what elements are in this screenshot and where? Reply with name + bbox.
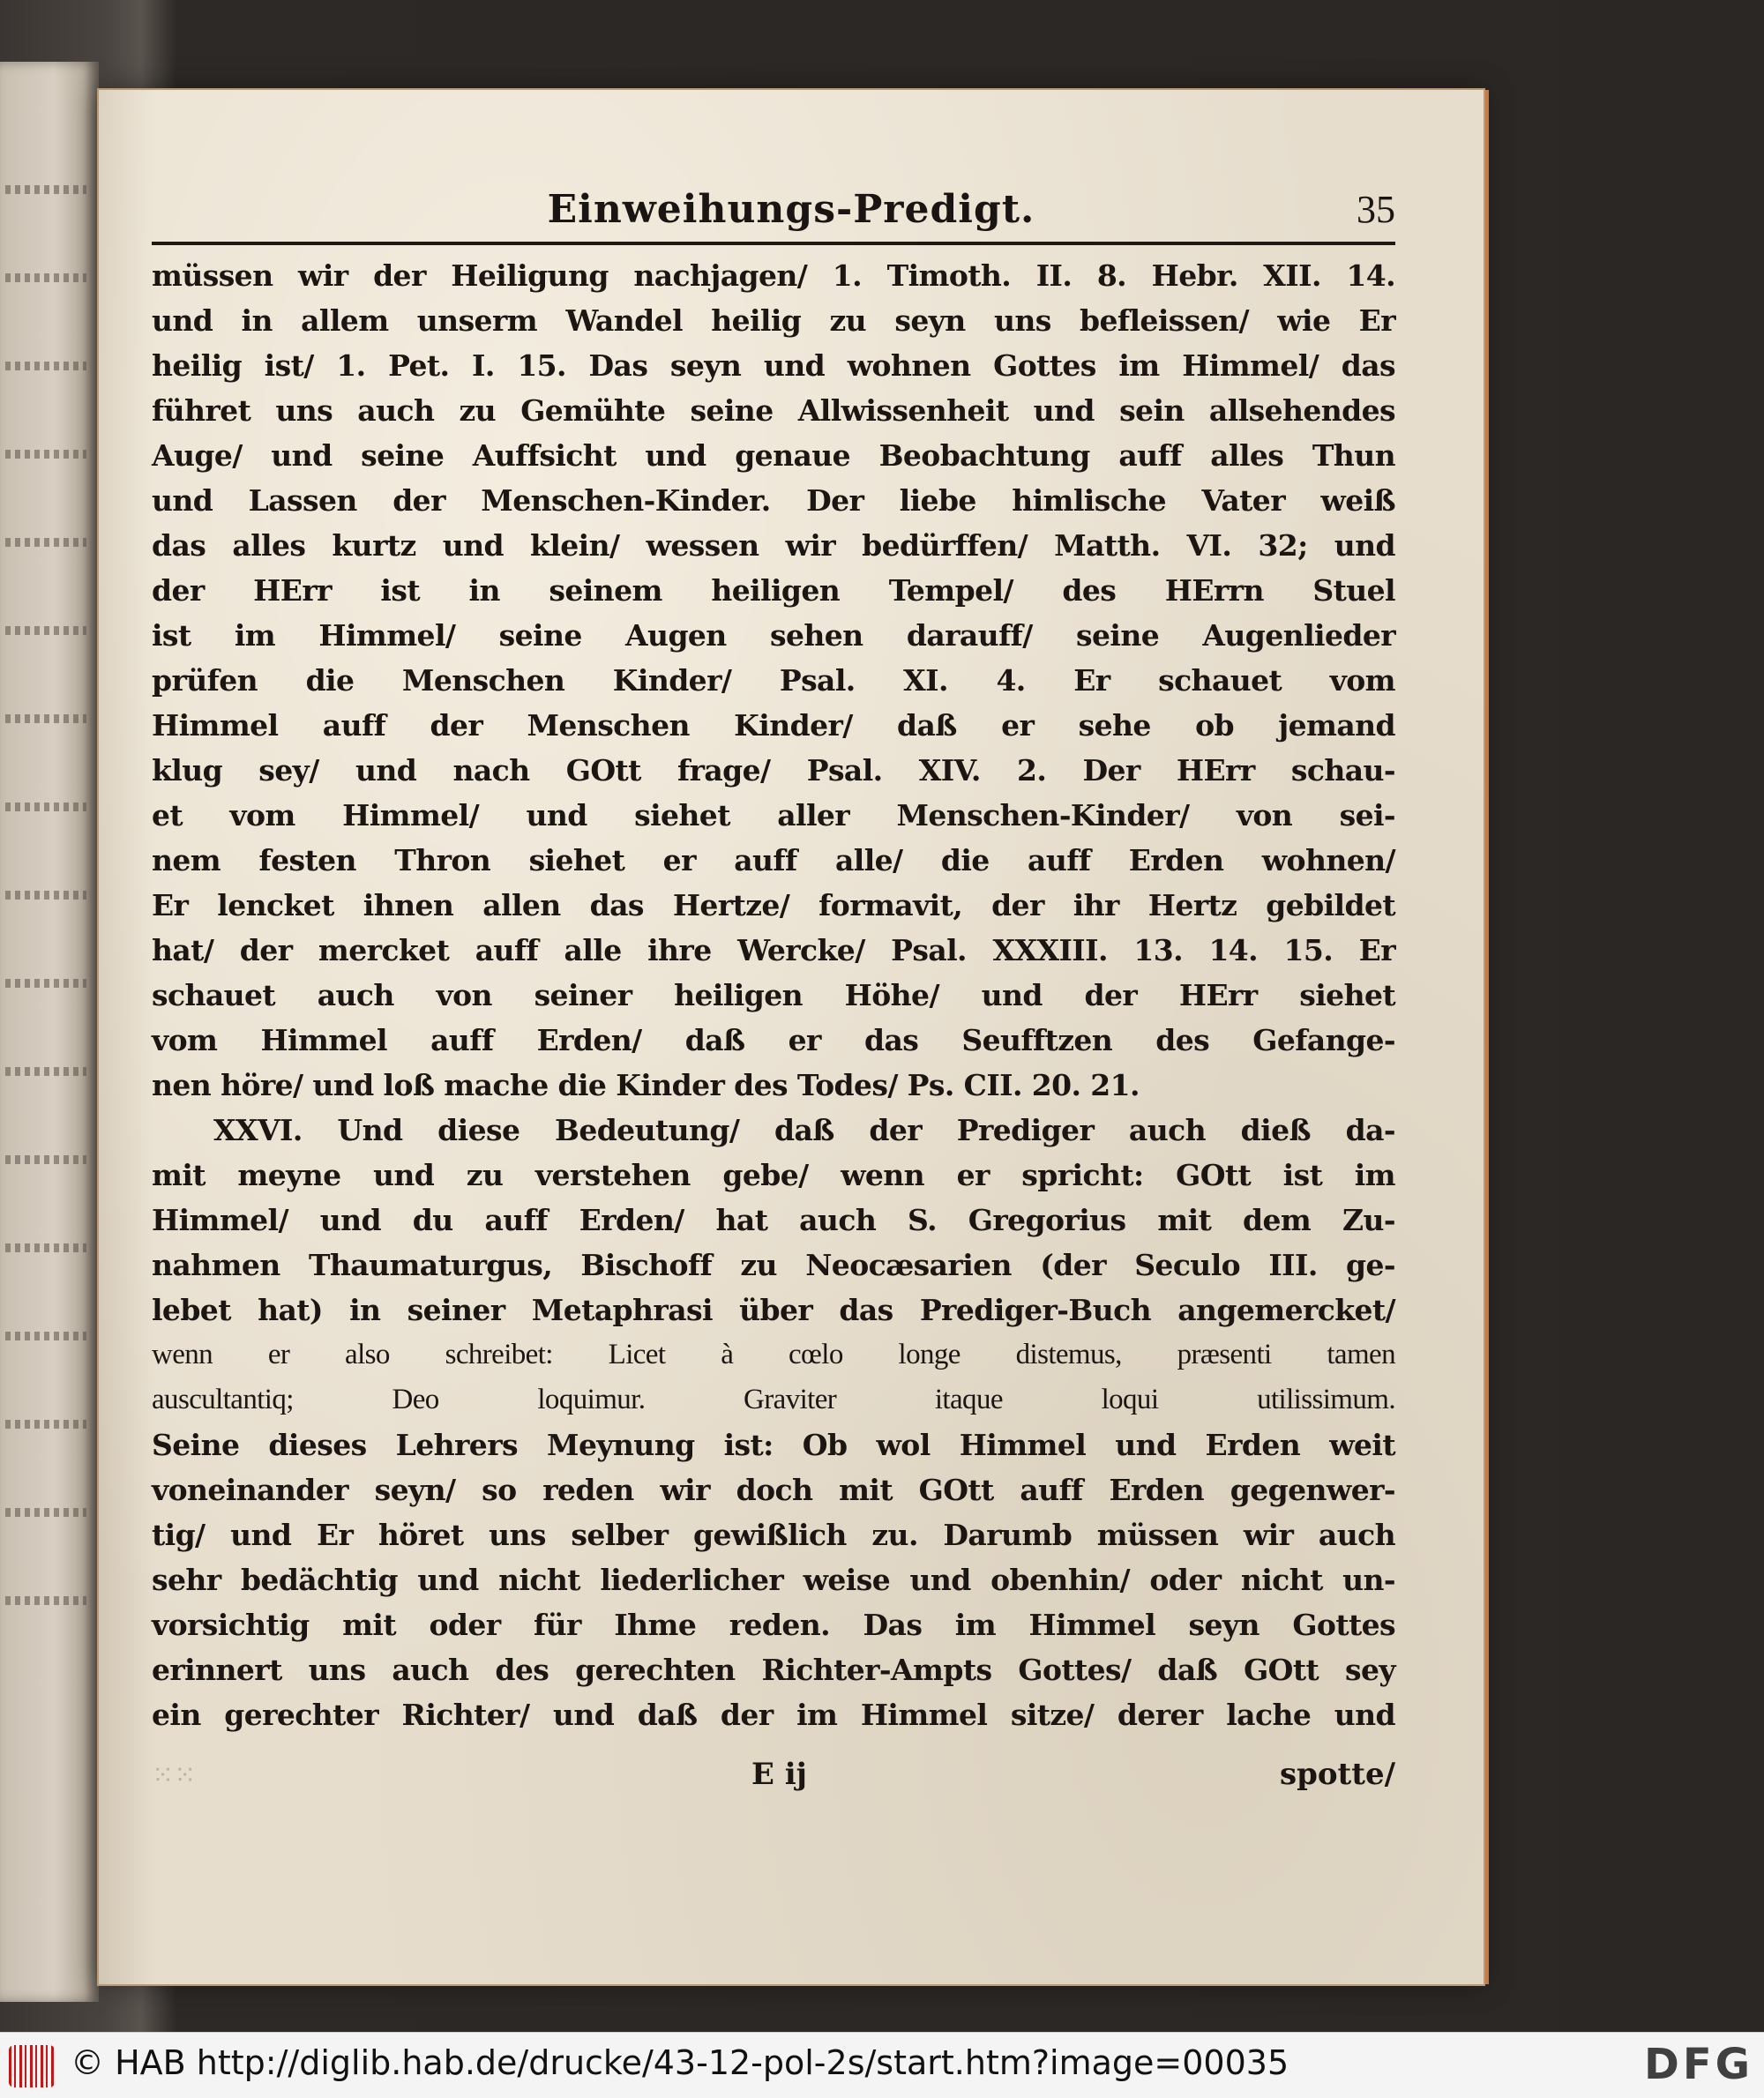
page-footer: [152, 1757, 1395, 1810]
text-line: schauet auch von seiner heiligen Höhe/ und der HErr siehet: [152, 978, 1395, 1012]
facing-page-edge: [0, 62, 99, 2002]
text-line: vom Himmel auff Erden/ daß er das Seufftzen des Gefange-: [152, 1023, 1395, 1057]
catchword: spotte/: [1279, 1757, 1395, 1792]
text-line: erinnert uns auch des gerechten Richter-Ampts Gottes/ daß GOtt sey: [152, 1653, 1395, 1687]
text-line: vorsichtig mit oder für Ihme reden. Das im Himmel seyn Gottes: [152, 1608, 1395, 1642]
text-line: nem festen Thron siehet er auff alle/ die auff Erden wohnen/: [152, 843, 1395, 877]
facing-page-text-trace: [5, 891, 86, 900]
section-start-line: XXVI. Und diese Bedeutung/ daß der Prediger auch dieß da-: [213, 1113, 1395, 1147]
facing-page-text-trace: [5, 1596, 86, 1605]
text-line: ist im Himmel/ seine Augen sehen darauff/ seine Augenlieder: [152, 618, 1395, 653]
facing-page-text-trace: [5, 450, 86, 459]
facing-page-text-trace: [5, 714, 86, 723]
text-line: der HErr ist in seinem heiligen Tempel/ des HErrn Stuel: [152, 573, 1395, 608]
text-line: klug sey/ und nach GOtt frage/ Psal. XIV. 2. Der HErr schau-: [152, 753, 1395, 788]
text-line: führet uns auch zu Gemühte seine Allwissenheit und sein allsehendes: [152, 393, 1395, 428]
signature-mark: E ij: [751, 1757, 807, 1792]
text-line: nahmen Thaumaturgus, Bischoff zu Neocæsarien (der Seculo III. ge-: [152, 1248, 1395, 1282]
facing-page-text-trace: [5, 1420, 86, 1429]
book-page: [99, 90, 1484, 1984]
facing-page-text-trace: [5, 803, 86, 811]
text-line: et vom Himmel/ und siehet aller Menschen-Kinder/ von sei-: [152, 798, 1395, 832]
text-line: Auge/ und seine Auffsicht und genaue Beobachtung auff alles Thun: [152, 438, 1395, 473]
text-line: müssen wir der Heiligung nachjagen/ 1. Timoth. II. 8. Hebr. XII. 14.: [152, 258, 1395, 293]
running-title: Einweihungs-Predigt.: [547, 187, 1035, 232]
text-line: Himmel auff der Menschen Kinder/ daß er sehe ob jemand: [152, 708, 1395, 743]
page-number: 35: [1357, 188, 1395, 231]
facing-page-text-trace: [5, 1508, 86, 1517]
text-line: Er lencket ihnen allen das Hertze/ formavit, der ihr Hertz gebildet: [152, 888, 1395, 922]
text-line: das alles kurtz und klein/ wessen wir bedürffen/ Matth. VI. 32; und: [152, 528, 1395, 563]
text-line: und Lassen der Menschen-Kinder. Der liebe himlische Vater weiß: [152, 483, 1395, 518]
text-line: prüfen die Menschen Kinder/ Psal. XI. 4. Er schauet vom: [152, 663, 1395, 698]
facing-page-text-trace: [5, 1067, 86, 1076]
text-line: nen höre/ und loß mache die Kinder des Todes/ Ps. CII. 20. 21.: [152, 1068, 1140, 1102]
provenance-banner: [0, 2032, 1764, 2098]
text-line: ein gerechter Richter/ und daß der im Himmel sitze/ derer lache und: [152, 1698, 1395, 1732]
facing-page-text-trace: [5, 1243, 86, 1252]
page-header: [240, 187, 1395, 240]
text-line: und in allem unserm Wandel heilig zu seyn uns befleissen/ wie Er: [152, 303, 1395, 338]
facing-page-text-trace: [5, 979, 86, 988]
facing-page-text-trace: [5, 273, 86, 282]
text-line: wenn er also schreibet: Licet à cœlo longe distemus, præsenti tamen: [152, 1339, 1395, 1370]
page-body-text: [152, 253, 1395, 1737]
text-line: Himmel/ und du auff Erden/ hat auch S. Gregorius mit dem Zu-: [152, 1203, 1395, 1237]
text-line: hat/ der mercket auff alle ihre Wercke/ Psal. XXXIII. 13. 14. 15. Er: [152, 933, 1395, 967]
latin-quote-line: auscultantiq; Deo loquimur. Graviter itaque loqui utilissimum.: [152, 1384, 1395, 1415]
hab-barcode-icon: [9, 2045, 55, 2087]
text-line: tig/ und Er höret uns selber gewißlich zu. Darumb müssen wir auch: [152, 1518, 1395, 1552]
facing-page-text-trace: [5, 1155, 86, 1164]
facing-page-text-trace: [5, 626, 86, 635]
text-line: heilig ist/ 1. Pet. I. 15. Das seyn und wohnen Gottes im Himmel/ das: [152, 348, 1395, 383]
text-line: mit meyne und zu verstehen gebe/ wenn er spricht: GOtt ist im: [152, 1158, 1395, 1192]
facing-page-text-trace: [5, 538, 86, 547]
facing-page-text-trace: [5, 1332, 86, 1340]
dfg-logo: DFG: [1643, 2040, 1753, 2089]
image-credit-link[interactable]: © HAB http://diglib.hab.de/drucke/43-12-pol-2s/start.htm?image=00035: [71, 2043, 1289, 2082]
text-line: voneinander seyn/ so reden wir doch mit GOtt auff Erden gegenwer-: [152, 1473, 1395, 1507]
text-line: lebet hat) in seiner Metaphrasi über das Prediger-Buch angemercket/: [152, 1293, 1395, 1327]
header-rule: [152, 242, 1395, 245]
facing-page-text-trace: [5, 362, 86, 370]
facing-page-text-trace: [5, 185, 86, 194]
text-line: sehr bedächtig und nicht liederlicher weise und obenhin/ oder nicht un-: [152, 1563, 1395, 1597]
text-line: Seine dieses Lehrers Meynung ist: Ob wol Himmel und Erden weit: [152, 1428, 1395, 1462]
show-through-mark: ⁙⁙: [152, 1760, 197, 1791]
